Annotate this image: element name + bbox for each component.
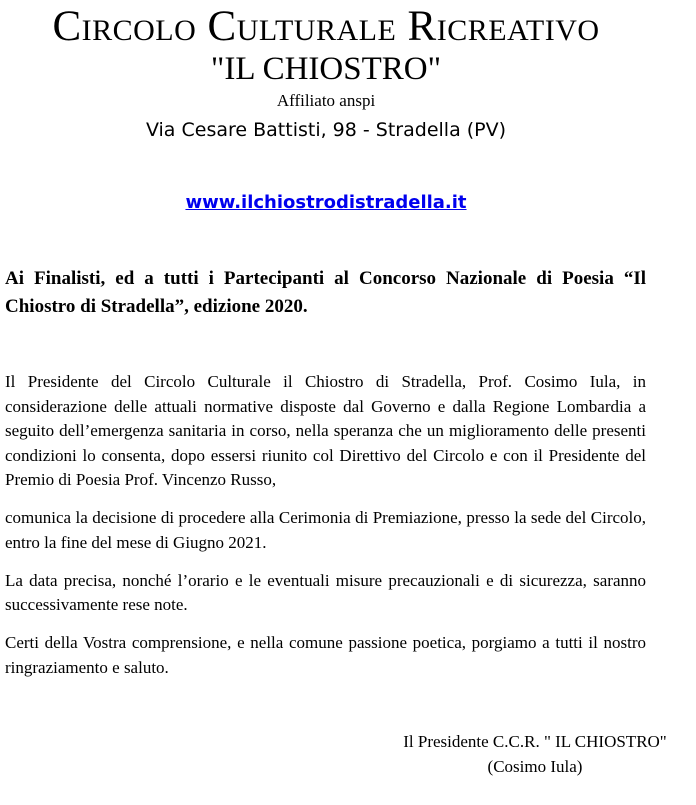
paragraph-details: La data precisa, nonché l’orario e le eventuali misure precauzionali e di sicurezza, saranno successivamente rese note. (5, 570, 646, 614)
signature-block (385, 729, 685, 779)
address: Via Cesare Battisti, 98 - Stradella (PV) (145, 119, 507, 141)
recipients-heading: Ai Finalisti, ed a tutti i Partecipanti al Concorso Nazionale di Poesia “Il Chiostro di Stradella”, edizione 2020. (5, 268, 646, 317)
letter-body (5, 370, 646, 694)
website-link[interactable]: www.ilchiostrodistradella.it (185, 192, 467, 213)
letterhead (0, 0, 652, 145)
paragraph-intro: Il Presidente del Circolo Culturale il Chiostro di Stradella, Prof. Cosimo Iula, in considerazione delle attuali normative disposte dal Governo e dalla Regione Lombardia a seguito dell’emergenza sanitaria in corso, nella speranza che un miglioramento delle presenti condizioni lo consenta, dopo essersi riunito col Direttivo del Circolo e con il Presidente del Premio di Poesia Prof. Vincenzo Russo, (5, 372, 646, 489)
organization-subtitle: "IL CHIOSTRO" (210, 51, 442, 87)
organization-name: Circolo Culturale Ricreativo (52, 3, 600, 50)
website-container (0, 192, 652, 213)
paragraph-decision: comunica la decisione di procedere alla Cerimonia di Premiazione, presso la sede del Circolo, entro la fine del mese di Giugno 2021. (5, 508, 646, 552)
signature-name: (Cosimo Iula) (487, 757, 583, 776)
paragraph-closing: Certi della Vostra comprensione, e nella comune passione poetica, porgiamo a tutti il nostro ringraziamento e saluto. (5, 633, 646, 677)
affiliation: Affiliato anspi (276, 91, 376, 110)
signature-title: Il Presidente C.C.R. " IL CHIOSTRO" (403, 732, 667, 751)
